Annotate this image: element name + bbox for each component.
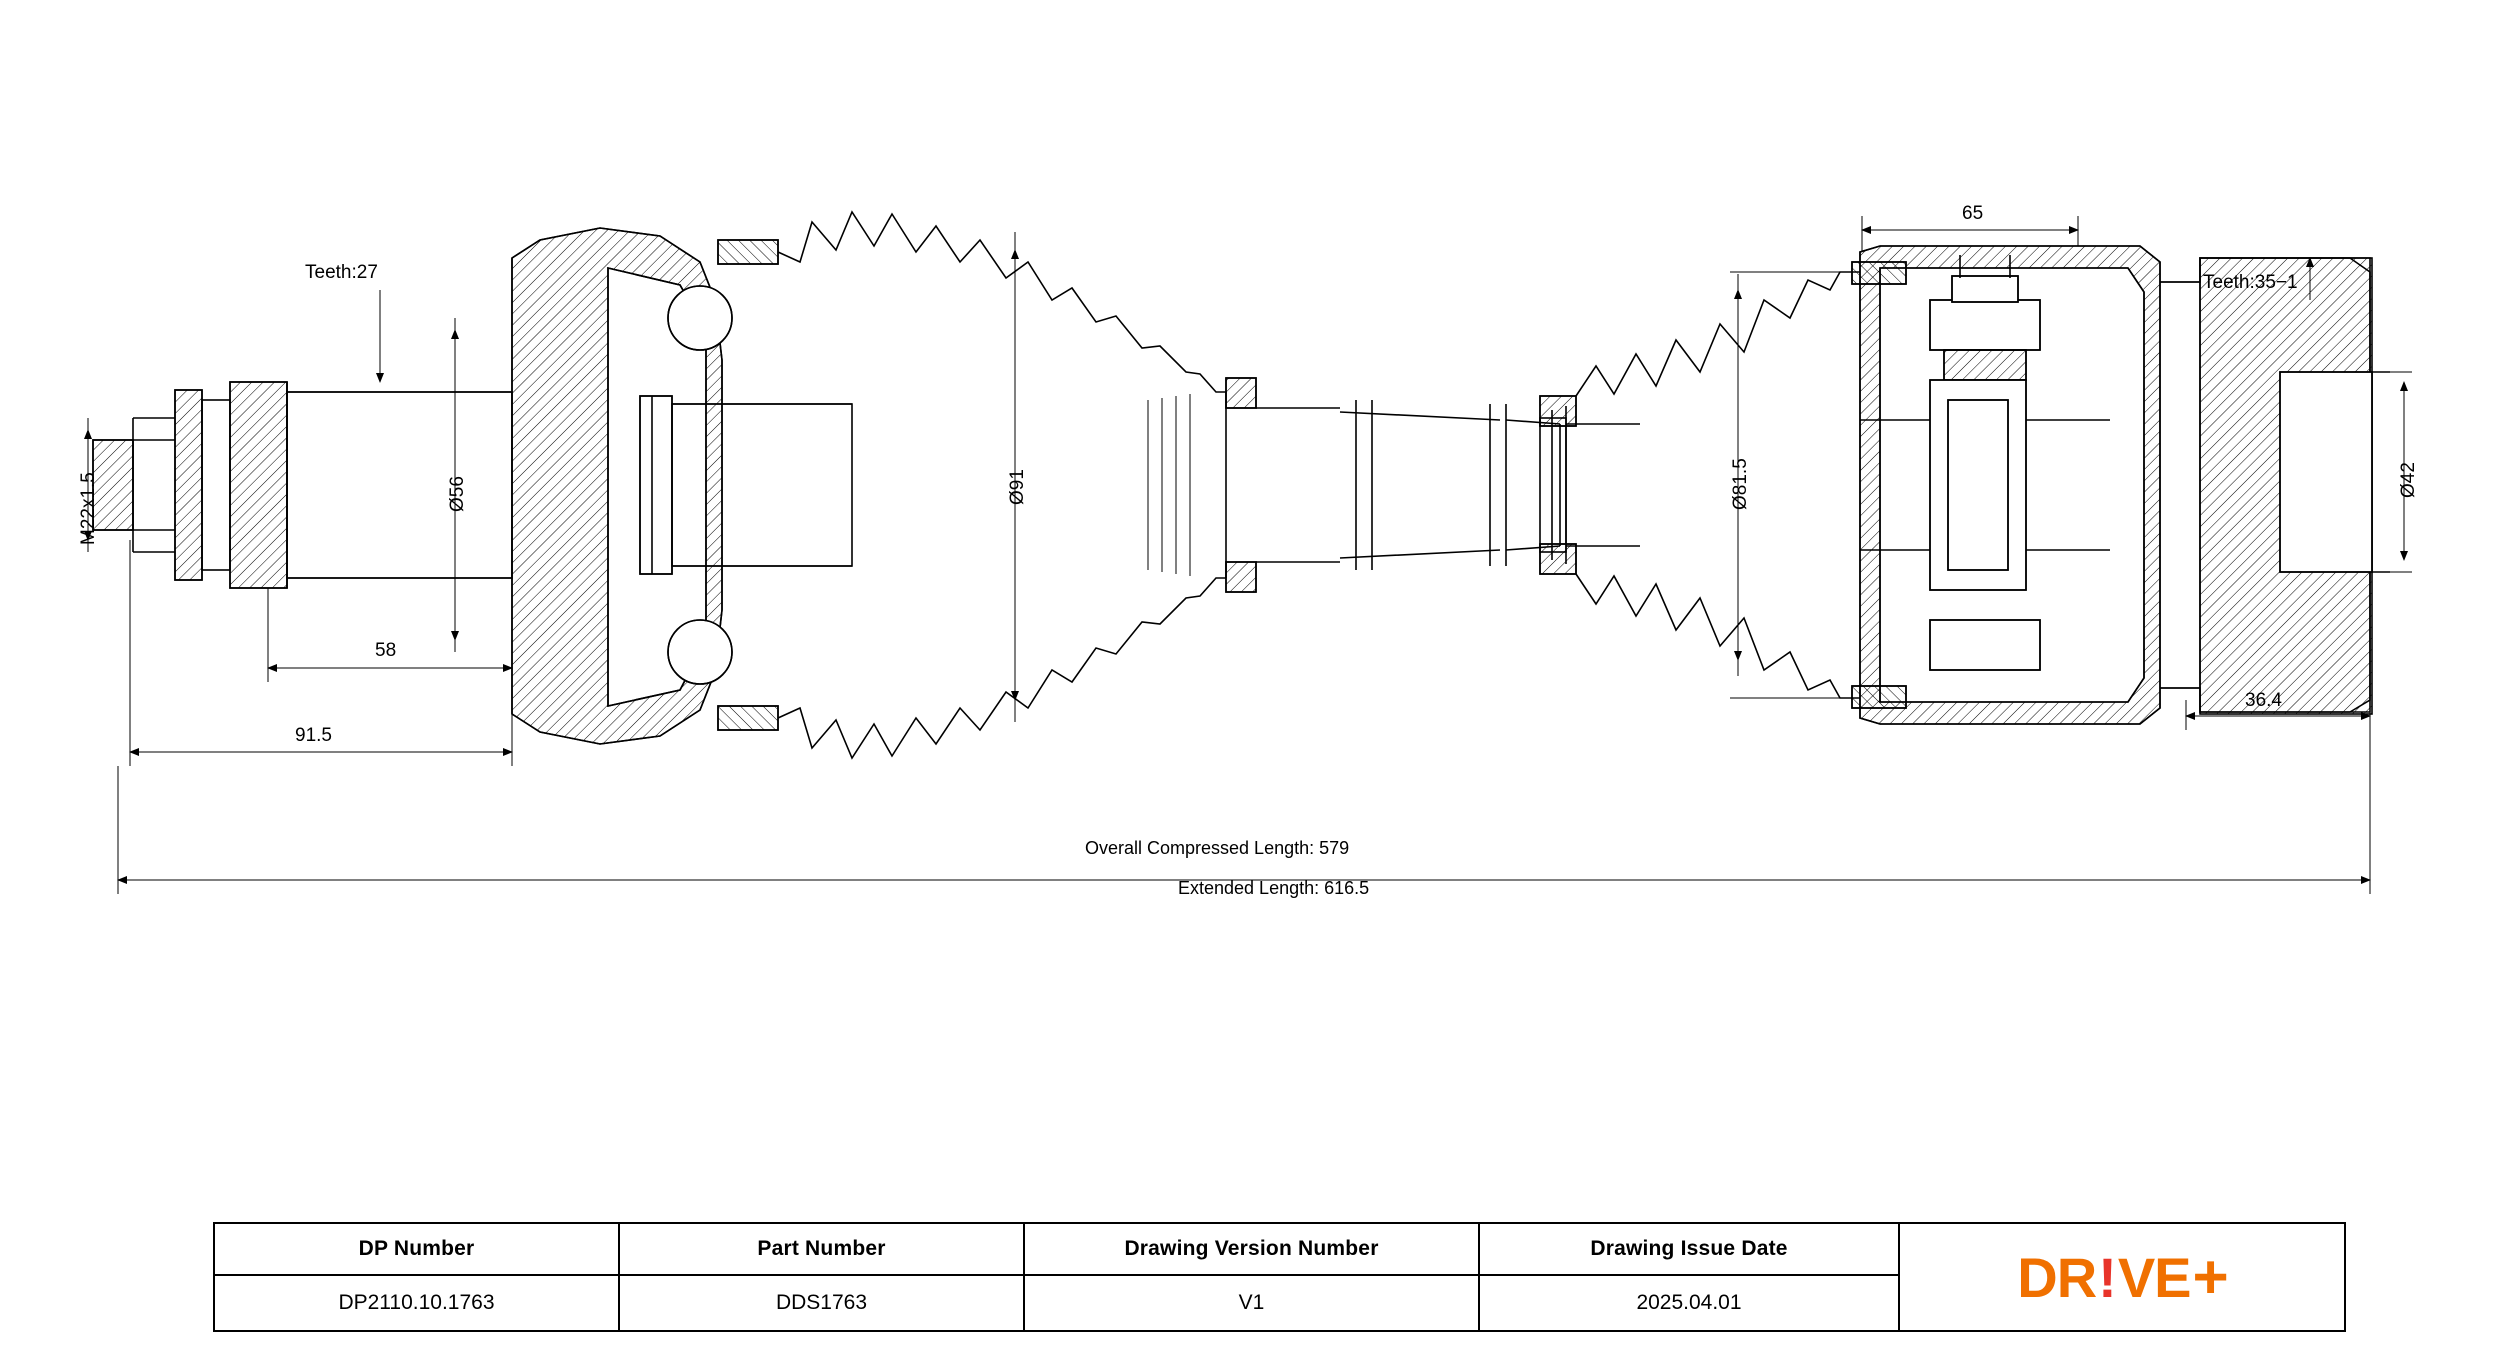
label-dia-91: Ø91 [1007,469,1028,505]
titleblock-value-part-number: DDS1763 [775,1291,868,1314]
label-dia-42: Ø42 [2398,462,2419,498]
label-extended-length: Extended Length: 616.5 [1178,878,1370,898]
label-dim-58: 58 [375,640,397,661]
label-overall-compressed-length: Overall Compressed Length: 579 [1085,838,1350,858]
titleblock-column-part-number [620,1224,1025,1330]
label-teeth-left: Teeth:27 [305,262,378,283]
brand-logo [1900,1224,2345,1330]
titleblock-value-issue-date: 2025.04.01 [1636,1291,1742,1314]
label-dim-36-4: 36.4 [2245,690,2282,711]
title-block [213,1222,2346,1332]
titleblock-value-drawing-version: V1 [1238,1291,1265,1314]
logo-text-ve: VE [2117,1245,2191,1309]
titleblock-column-issue-date [1480,1224,1900,1330]
logo-exclamation-icon: ! [2098,1245,2116,1309]
titleblock-value-dp-number: DP2110.10.1763 [338,1291,495,1314]
titleblock-column-dp-number [215,1224,620,1330]
logo-plus-icon: + [2192,1242,2228,1312]
shaft-geometry [93,212,2390,758]
titleblock-header-dp-number: DP Number [215,1224,618,1276]
label-teeth-right: Teeth:35−1 [2203,272,2298,293]
label-dia-81-5: Ø81.5 [1730,458,1751,510]
titleblock-header-drawing-version: Drawing Version Number [1025,1224,1478,1276]
label-dia-56: Ø56 [447,476,468,512]
label-thread-m22: M22x1.5 [78,472,99,545]
label-dim-91-5: 91.5 [295,725,332,746]
logo-text-dr: DR [2017,1245,2097,1309]
label-dim-65: 65 [1962,203,1984,224]
titleblock-column-drawing-version [1025,1224,1480,1330]
titleblock-header-issue-date: Drawing Issue Date [1480,1224,1898,1276]
titleblock-header-part-number: Part Number [620,1224,1023,1276]
